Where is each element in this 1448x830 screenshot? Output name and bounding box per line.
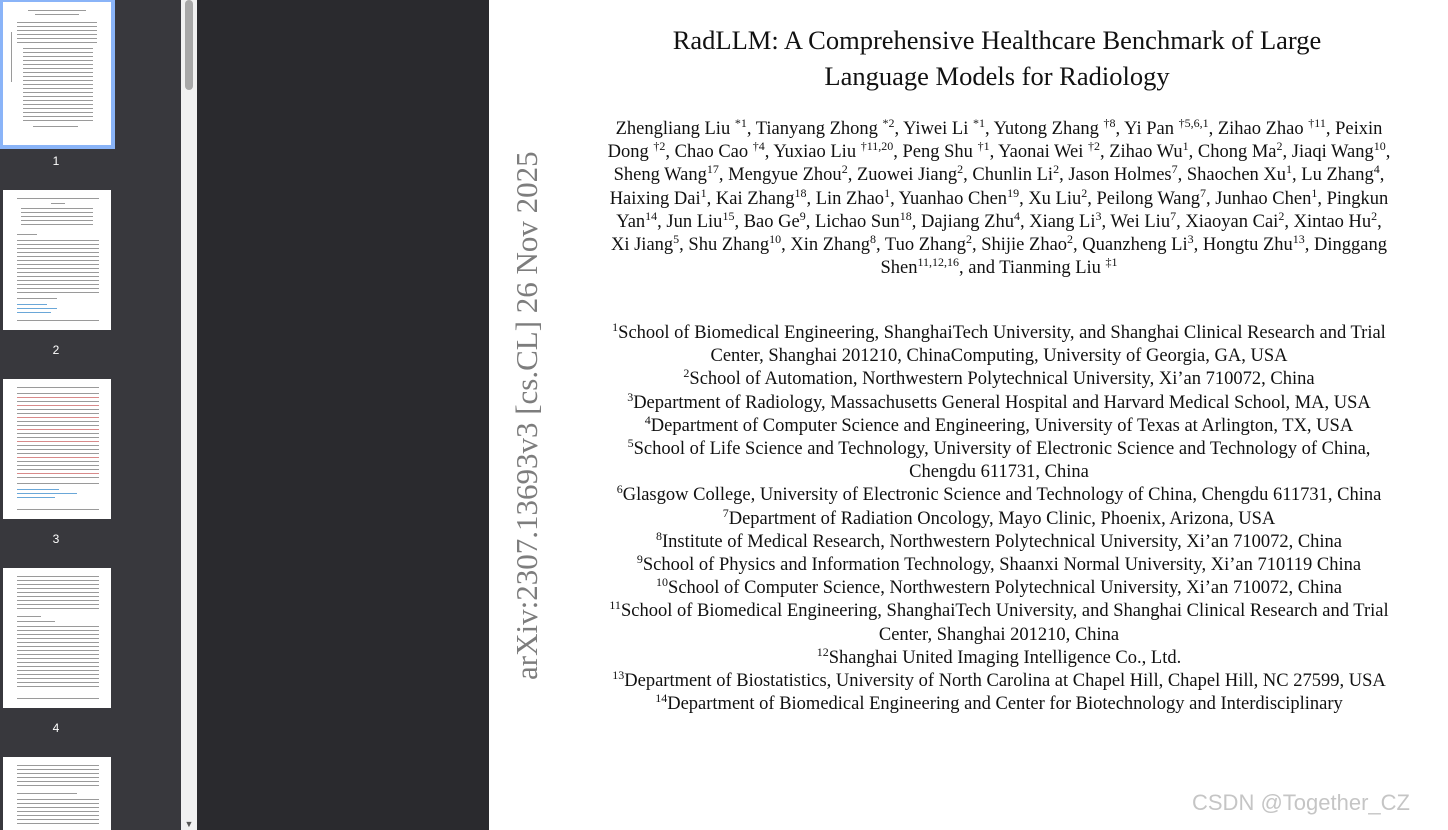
affiliation-number: 13: [612, 667, 625, 682]
author-name-text: Haixing Dai: [609, 188, 701, 209]
author-name: [981, 231, 1074, 256]
page-thumbnail-3[interactable]: [3, 379, 111, 519]
affiliation-item: [607, 505, 1391, 531]
author-name-text: Jiaqi Wang: [1291, 142, 1374, 163]
author-name-text: Lu Zhang: [1301, 165, 1374, 186]
author-name-text: Yutong Zhang: [993, 119, 1104, 139]
author-name: [1293, 208, 1378, 232]
affiliation-item: [607, 577, 1391, 600]
csdn-watermark: CSDN @Together_CZ: [1192, 790, 1410, 815]
affiliation-text: School of Biomedical Engineering, ShanghaiTech University, and Shanghai Clinical Research and Trial Center, Shanghai 201210, China: [620, 601, 1389, 645]
author-affiliation-marker: 18: [794, 185, 807, 200]
author-name-text: Lichao Sun: [814, 211, 900, 232]
author-name-text: Zihao Zhao: [1217, 119, 1309, 139]
author-name-text: Junhao Chen: [1215, 188, 1312, 209]
author-affiliation-marker: 8: [870, 231, 876, 246]
author-name-text: Hongtu Zhu: [1202, 235, 1293, 256]
author-affiliation-marker: †5,6,1: [1178, 115, 1209, 130]
author-name: [902, 139, 990, 163]
author-affiliation-marker: *1: [972, 115, 985, 130]
author-affiliation-marker: 2: [1081, 185, 1088, 200]
author-name-text: Kai Zhang: [715, 188, 795, 209]
author-name: [1124, 115, 1209, 139]
author-name-text: Chao Cao: [674, 142, 753, 163]
affiliation-number: 8: [655, 528, 662, 543]
arxiv-stamp: arXiv:2307.13693v3 [cs.CL] 26 Nov 2025: [509, 151, 544, 680]
author-name: [972, 162, 1060, 186]
author-affiliation-marker: 1: [884, 185, 891, 200]
author-name: [968, 255, 1118, 279]
affiliation-text: School of Biomedical Engineering, ShanghaiTech University, and Shanghai Clinical Research and Trial Center, Shanghai 201210, ChinaComputing, University of Georgia, GA, USA: [618, 323, 1386, 367]
document-viewer[interactable]: [197, 0, 1448, 830]
author-affiliation-marker: 7: [1200, 185, 1207, 200]
affiliation-text: Shanghai United Imaging Intelligence Co., Ltd.: [828, 647, 1182, 668]
page-thumbnail-2[interactable]: [3, 190, 111, 330]
sidebar-scrollbar[interactable]: [181, 0, 197, 830]
author-name: [613, 162, 719, 186]
author-name: [1109, 139, 1189, 163]
author-name-text: Shu Zhang: [688, 235, 770, 256]
affiliation-number: 12: [816, 644, 829, 659]
affiliation-text: Department of Radiation Oncology, Mayo Clinic, Phoenix, Arizona, USA: [728, 508, 1276, 529]
author-name-text: Yiwei Li: [903, 119, 973, 139]
affiliation-text: Glasgow College, University of Electronic Science and Technology of China, Chengdu 611731, China: [622, 485, 1382, 506]
author-name: [610, 231, 680, 256]
affiliation-number: 3: [627, 389, 634, 404]
author-affiliation-marker: 3: [1187, 231, 1194, 246]
author-affiliation-marker: 13: [1292, 231, 1305, 246]
affiliation-text: School of Physics and Information Technology, Shaanxi Normal University, Xi’an 710119 China: [642, 555, 1362, 576]
affiliation-text: Department of Radiology, Massachusetts General Hospital and Harvard Medical School, MA, USA: [633, 392, 1371, 413]
author-name-text: Dajiang Zhu: [920, 211, 1014, 232]
affiliation-number: 9: [636, 551, 643, 566]
affiliation-item: [607, 600, 1391, 646]
author-name: [1082, 231, 1194, 256]
author-affiliation-marker: 1: [700, 185, 707, 200]
author-affiliation-marker: 2: [965, 231, 972, 246]
author-affiliation-marker: 2: [1067, 231, 1074, 246]
author-name-text: Chunlin Li: [972, 165, 1054, 186]
author-name-text: Jun Liu: [666, 211, 723, 232]
page-thumbnail-5[interactable]: [3, 757, 111, 830]
pdf-page: [489, 0, 1448, 830]
author-name-text: Yuxiao Liu: [773, 142, 861, 163]
affiliation-number: 5: [627, 435, 634, 450]
author-name-text: Dinggang Shen: [880, 235, 1387, 279]
author-name-text: Zhengliang Liu: [615, 119, 735, 139]
affiliation-text: Institute of Medical Research, Northwestern Polytechnical University, Xi’an 710072, China: [661, 531, 1343, 552]
author-name-text: Yuanhao Chen: [898, 188, 1008, 209]
author-name: [920, 208, 1020, 232]
affiliation-item: [607, 368, 1391, 391]
author-affiliation-marker: 7: [1170, 208, 1177, 223]
author-affiliation-marker: 11,12,16: [917, 255, 960, 270]
author-affiliation-marker: 2: [957, 162, 964, 177]
author-name-text: Xiang Li: [1029, 211, 1096, 232]
author-affiliation-marker: ‡1: [1105, 255, 1118, 270]
author-affiliation-marker: *1: [734, 115, 747, 130]
author-name-text: Zihao Wu: [1109, 142, 1183, 163]
author-name: [743, 208, 806, 232]
author-name: [773, 139, 894, 163]
author-name: [993, 115, 1116, 139]
scroll-down-arrow-icon[interactable]: ▼: [184, 819, 194, 829]
author-name: [1068, 162, 1178, 186]
page-thumbnail-label: 3: [52, 532, 60, 546]
author-affiliation-marker: *2: [882, 115, 895, 130]
author-name: [615, 115, 747, 139]
author-name-text: Shaochen Xu: [1186, 165, 1287, 186]
author-affiliation-marker: 3: [1095, 208, 1102, 223]
page-thumbnail-label: 4: [52, 721, 60, 735]
author-name-text: Xu Liu: [1028, 188, 1082, 209]
author-name: [715, 185, 807, 209]
author-affiliation-marker: 17: [706, 162, 719, 177]
author-affiliation-marker: 2: [1371, 208, 1378, 223]
affiliation-number: 10: [656, 575, 669, 590]
affiliation-item: [607, 389, 1391, 415]
paper-title: [607, 22, 1387, 94]
author-name: [688, 231, 782, 256]
author-name-text: Xi Jiang: [610, 235, 674, 256]
author-name: [1096, 185, 1207, 209]
author-affiliation-marker: †4: [752, 139, 765, 154]
author-name-text: Peilong Wang: [1096, 188, 1201, 209]
affiliation-text: Department of Computer Science and Engineering, University of Texas at Arlington, TX, USA: [650, 415, 1354, 436]
author-affiliation-marker: 10: [1373, 139, 1386, 154]
author-name: [1028, 185, 1088, 209]
author-affiliation-marker: 14: [645, 208, 658, 223]
author-affiliation-marker: 1: [1182, 139, 1189, 154]
affiliation-text: School of Automation, Northwestern Polytechnical University, Xi’an 710072, China: [689, 369, 1315, 390]
author-name: [1301, 162, 1380, 186]
affiliation-number: 11: [609, 598, 621, 613]
author-affiliation-marker: †11: [1308, 115, 1326, 130]
affiliation-text: Department of Biomedical Engineering and Center for Biotechnology and Interdisciplinary: [667, 694, 1343, 715]
author-affiliation-marker: 4: [1373, 162, 1380, 177]
author-name: [814, 208, 912, 232]
author-name-text: Tuo Zhang: [884, 235, 966, 256]
author-name: [1029, 208, 1102, 232]
affiliation-number: 1: [612, 319, 619, 334]
author-affiliation-marker: 7: [1171, 162, 1178, 177]
author-affiliation-marker: 18: [899, 208, 912, 223]
author-name-text: Peixin Dong: [607, 119, 1383, 163]
paper-title-line: Language Models for Radiology: [824, 61, 1170, 91]
author-name-text: Tianyang Zhong: [755, 119, 883, 139]
author-affiliation-marker: 19: [1007, 185, 1020, 200]
author-name: [1291, 139, 1386, 163]
author-name: [1202, 231, 1305, 256]
page-thumbnail-4[interactable]: [3, 568, 111, 708]
author-name: [998, 139, 1100, 163]
affiliation-number: 14: [655, 691, 668, 706]
author-name: [1217, 115, 1326, 139]
author-affiliation-marker: 5: [673, 231, 680, 246]
author-affiliation-marker: 2: [1278, 208, 1285, 223]
author-name: [1110, 208, 1177, 232]
paper-title-line: RadLLM: A Comprehensive Healthcare Benchmark of Large: [672, 25, 1322, 55]
author-name-text: Zuowei Jiang: [856, 165, 958, 186]
page-thumbnail-1[interactable]: [3, 2, 111, 145]
affiliation-item: [607, 435, 1391, 484]
affiliation-number: 6: [616, 482, 623, 497]
affiliation-item: [607, 667, 1391, 693]
author-name-text: Yi Pan: [1124, 119, 1179, 139]
affiliation-item: [607, 693, 1391, 716]
author-name-text: Lin Zhao: [815, 188, 885, 209]
author-list: Zhengliang Liu $^{*1}$, Tianyang Zhong $^{*2}$, Yiwei Li $^{*1}$, Yutong Zhang $^{\dagger 8}$, Yi Pan $^{\dagger 5,6,1}$, Zihao Zhao $^{\dagger 11}$, Peixin Dong $^{\dagger 2}$, Chao Cao $^{\dagger 4}$, Yuxiao Liu $^{\dagger 11,20}$, Peng Shu $^{\dagger 1}$, Yaonai Wei $^{\dagger 2}$, Zihao Wu$^1$, Chong Ma$^2$, Jiaqi Wang$^{10}$, Sheng Wang$^{17}$, Mengyue Zhou$^2$, Zuowei Jiang$^2$, Chunlin Li$^2$, Jason Holmes$^7$, Shaochen Xu$^1$, Lu Zhang$^4$, Haixing Dai$^1$, Kai Zhang$^{18}$, Lin Zhao$^1$, Yuanhao Chen$^{19}$, Xu Liu$^2$, Peilong Wang$^7$, Junhao Chen$^1$, Pingkun Yan$^{14}$, Jun Liu$^{15}$, Bao Ge$^9$, Lichao Sun$^{18}$, Dajiang Zhu$^4$, Xiang Li$^3$, Wei Liu$^7$, Xiaoyan Cai$^2$, Xintao Hu$^2$, Xi Jiang$^5$, Shu Zhang$^{10}$, Xin Zhang$^8$, Tuo Zhang$^2$, Shijie Zhao$^2$, Quanzheng Li$^3$, Hongtu Zhu$^{13}$, Dinggang Shen$^{11,12,16}$, and Tianming Liu $^{\ddagger 1}$: [607, 115, 1391, 279]
author-name-text: and Tianming Liu: [968, 258, 1106, 279]
author-name: [674, 139, 765, 163]
affiliation-list: [607, 319, 1391, 716]
author-name: [1186, 162, 1293, 186]
author-affiliation-marker: 9: [799, 208, 806, 223]
author-affiliation-marker: †2: [1087, 139, 1100, 154]
author-name-text: Sheng Wang: [613, 165, 707, 186]
affiliation-text: School of Life Science and Technology, University of Electronic Science and Technology of China, Chengdu 611731, China: [633, 439, 1371, 483]
author-name: [1185, 208, 1285, 232]
author-name: [666, 208, 735, 232]
author-affiliation-marker: 1: [1286, 162, 1293, 177]
author-affiliation-marker: 10: [769, 231, 782, 246]
author-name: [898, 185, 1020, 209]
affiliation-number: 2: [683, 366, 690, 381]
author-affiliation-marker: †2: [653, 139, 666, 154]
author-name-text: Chong Ma: [1197, 142, 1277, 163]
thumbnail-sidebar: [0, 0, 181, 830]
affiliation-item: [607, 412, 1391, 438]
author-name-text: Pingkun Yan: [616, 188, 1389, 232]
affiliation-item: [607, 551, 1391, 577]
author-name: [903, 115, 985, 139]
author-name: [1215, 185, 1318, 209]
scrollbar-thumb[interactable]: [185, 0, 193, 90]
author-name-text: Peng Shu: [902, 142, 978, 163]
author-affiliation-marker: 2: [1276, 139, 1283, 154]
page-thumbnail-label: 1: [52, 154, 60, 168]
author-name-text: Quanzheng Li: [1082, 235, 1188, 256]
author-affiliation-marker: 2: [1053, 162, 1060, 177]
affiliation-text: School of Computer Science, Northwestern Polytechnical University, Xi’an 710072, China: [668, 578, 1342, 599]
author-name-text: Xintao Hu: [1293, 211, 1372, 232]
author-affiliation-marker: †1: [977, 139, 990, 154]
author-name: [755, 115, 895, 139]
author-name-text: Shijie Zhao: [981, 235, 1068, 256]
affiliation-item: [607, 319, 1391, 368]
page-thumbnail-label: 2: [52, 343, 60, 357]
author-name: [1197, 139, 1283, 163]
author-name-text: Yaonai Wei: [998, 142, 1088, 163]
author-name-text: Wei Liu: [1110, 211, 1171, 232]
author-name: [728, 162, 848, 186]
author-affiliation-marker: 2: [841, 162, 848, 177]
affiliation-number: 4: [644, 412, 651, 427]
affiliation-text: Department of Biostatistics, University of North Carolina at Chapel Hill, Chapel Hill, NC 27599, USA: [624, 671, 1386, 692]
author-name: [790, 231, 876, 256]
author-affiliation-marker: †8: [1103, 115, 1116, 130]
author-affiliation-marker: †11,20: [860, 139, 894, 154]
author-affiliation-marker: 4: [1013, 208, 1020, 223]
affiliation-number: 7: [722, 505, 729, 520]
affiliation-item: [607, 528, 1391, 554]
author-name-text: Xin Zhang: [790, 235, 870, 256]
author-affiliation-marker: 1: [1311, 185, 1318, 200]
author-affiliation-marker: 15: [722, 208, 735, 223]
author-name-text: Bao Ge: [743, 211, 800, 232]
affiliation-item: [607, 644, 1391, 670]
author-name-text: Jason Holmes: [1068, 165, 1172, 186]
author-name: [856, 162, 964, 186]
author-name-text: Mengyue Zhou: [728, 165, 842, 186]
affiliation-item: [607, 484, 1391, 507]
author-name: [609, 185, 707, 209]
author-name: [884, 231, 972, 256]
author-name: [815, 185, 891, 209]
author-name-text: Xiaoyan Cai: [1185, 211, 1279, 232]
